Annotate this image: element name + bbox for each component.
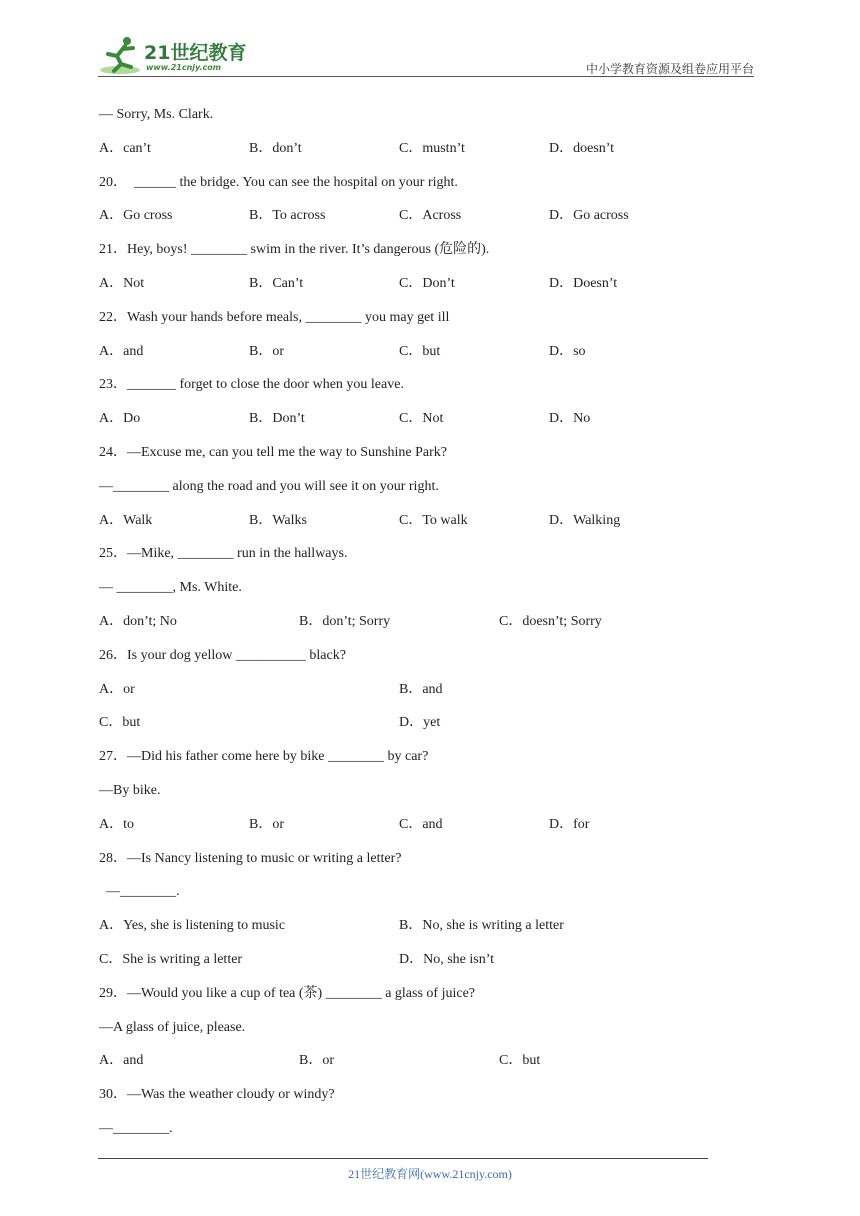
question-text: —A glass of juice, please. — [99, 1019, 246, 1035]
answer-option: C．but — [399, 343, 441, 359]
answer-option: B．don’t — [249, 140, 302, 156]
question-text: — ________, Ms. White. — [99, 580, 242, 596]
answer-option: D．Walking — [549, 512, 621, 528]
answer-option: D．doesn’t — [549, 140, 615, 156]
option-row — [99, 949, 719, 983]
answer-option: C．She is writing a letter — [99, 951, 243, 967]
logo-url: www.21cnjy.com — [146, 63, 222, 72]
option-row — [99, 712, 719, 746]
header-divider — [98, 76, 754, 77]
answer-option: D．Doesn’t — [549, 275, 618, 291]
answer-option: A．or — [99, 681, 135, 697]
question-text: 28．—Is Nancy listening to music or writing a letter? — [99, 850, 402, 866]
question-text: 29．—Would you like a cup of tea (茶) ________ a glass of juice? — [99, 985, 476, 1001]
question-text: 22．Wash your hands before meals, ________ you may get ill — [99, 309, 450, 325]
question-text: —By bike. — [99, 782, 161, 798]
answer-option: B．No, she is writing a letter — [399, 918, 564, 934]
question-text: 24．—Excuse me, can you tell me the way to Sunshine Park? — [99, 444, 447, 460]
answer-option: B．or — [249, 343, 284, 359]
answer-option: C．To walk — [399, 512, 468, 528]
question-text: —________ along the road and you will see it on your right. — [99, 478, 439, 494]
option-row — [99, 408, 719, 442]
answer-option: B．or — [299, 1053, 334, 1069]
question-text: —________. — [99, 1120, 173, 1136]
answer-option: D．Go across — [549, 208, 629, 224]
option-row — [99, 915, 719, 949]
answer-option: A．Yes, she is listening to music — [99, 918, 286, 934]
question-text: 21．Hey, boys! ________ swim in the river. It’s dangerous (危险的). — [99, 242, 490, 258]
answer-option: A．and — [99, 343, 144, 359]
option-row — [99, 341, 719, 375]
answer-option: B．Walks — [249, 512, 307, 528]
answer-option: A．Walk — [99, 512, 153, 528]
answer-option: B．Can’t — [249, 275, 304, 291]
answer-option: A．Do — [99, 411, 141, 427]
answer-option: B．Don’t — [249, 411, 305, 427]
question-text: 20． ______ the bridge. You can see the hospital on your right. — [99, 174, 458, 190]
answer-option: C．Not — [399, 411, 444, 427]
answer-option: B．or — [249, 816, 284, 832]
answer-option: C．mustn’t — [399, 140, 465, 156]
answer-option: A．can’t — [99, 140, 151, 156]
answer-option: D．yet — [399, 715, 441, 731]
answer-option: B．and — [399, 681, 443, 697]
question-text: 23．_______ forget to close the door when you leave. — [99, 377, 404, 393]
question-text: 30．—Was the weather cloudy or windy? — [99, 1087, 335, 1103]
answer-option: A．Go cross — [99, 208, 173, 224]
answer-option: C．and — [399, 816, 443, 832]
question-text: —________. — [99, 884, 180, 900]
runner-logo-icon — [98, 34, 146, 78]
logo — [98, 34, 268, 78]
option-row — [99, 273, 719, 307]
answer-option: B．To across — [249, 208, 326, 224]
option-row — [99, 205, 719, 239]
logo-text: 21世纪教育 — [144, 42, 247, 64]
answer-option: A．to — [99, 816, 134, 832]
option-row — [99, 814, 719, 848]
option-row — [99, 1050, 719, 1084]
page-header — [98, 34, 754, 78]
answer-option: D．No, she isn’t — [399, 951, 495, 967]
answer-option: C．but — [99, 715, 141, 731]
answer-option: C．doesn’t; Sorry — [499, 613, 602, 629]
answer-option: B．don’t; Sorry — [299, 613, 391, 629]
option-row — [99, 679, 719, 713]
question-list — [99, 104, 719, 1152]
option-row — [99, 611, 719, 645]
question-text: 25．—Mike, ________ run in the hallways. — [99, 546, 348, 562]
question-text: 27．—Did his father come here by bike ________ by car? — [99, 749, 429, 765]
question-text: — Sorry, Ms. Clark. — [99, 107, 214, 122]
footer-text: 21世纪教育网(www.21cnjy.com) — [348, 1167, 512, 1181]
footer-divider — [98, 1158, 708, 1159]
answer-option: A．don’t; No — [99, 613, 177, 629]
answer-option: C．Across — [399, 208, 462, 224]
question-text: 26．Is your dog yellow __________ black? — [99, 647, 346, 663]
answer-option: C．but — [499, 1053, 541, 1069]
answer-option: A．and — [99, 1053, 144, 1069]
answer-option: D．No — [549, 411, 591, 427]
answer-option: C．Don’t — [399, 275, 455, 291]
option-row — [99, 138, 719, 172]
answer-option: D．so — [549, 343, 586, 359]
answer-option: A．Not — [99, 275, 145, 291]
option-row — [99, 510, 719, 544]
platform-title: 中小学教育资源及组卷应用平台 — [585, 62, 754, 76]
answer-option: D．for — [549, 816, 590, 832]
